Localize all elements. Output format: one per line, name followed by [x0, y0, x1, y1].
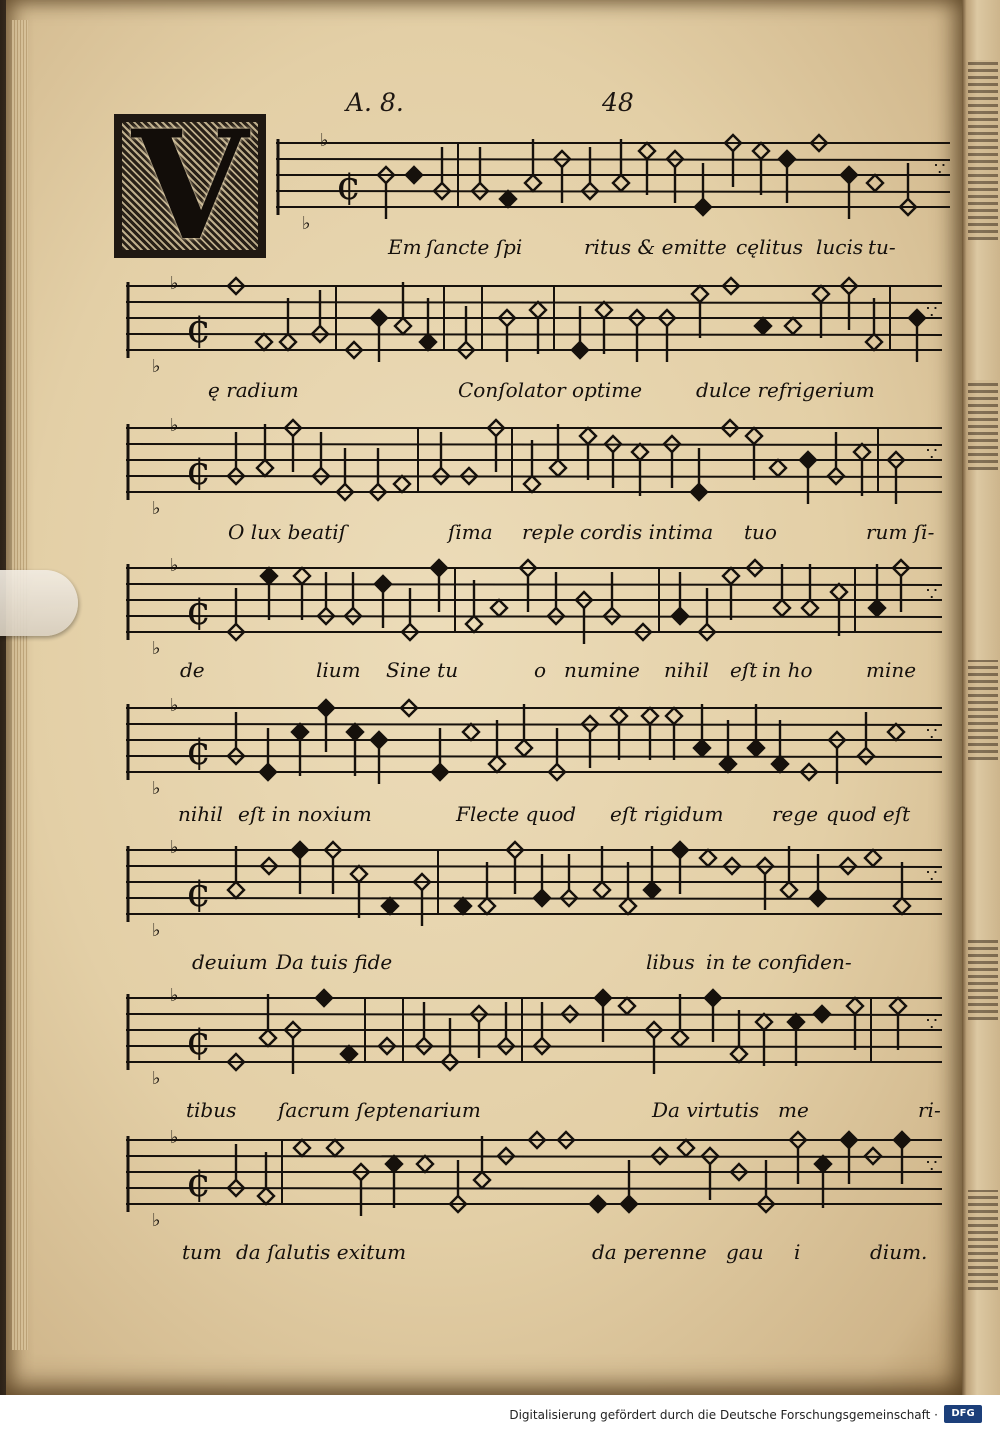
flat-sign-icon: ♭ [170, 273, 179, 294]
diamond-note-icon [781, 882, 797, 898]
lyric-syllable: Da tuis fide [276, 950, 393, 974]
diamond-note-icon [417, 1156, 433, 1172]
diamond-note-icon [755, 318, 771, 334]
initial-letter: V [131, 98, 249, 274]
flat-sign-icon: ♭ [170, 985, 179, 1006]
stave-2 [118, 268, 948, 388]
lyric-syllable: tum [182, 1240, 222, 1264]
lyric-syllable: de [180, 658, 205, 682]
facing-page-ornament [968, 940, 998, 1020]
custos-icon: ∵ [926, 1014, 938, 1035]
diamond-note-icon [909, 310, 925, 326]
diamond-note-icon [479, 898, 495, 914]
stave-7 [118, 980, 948, 1100]
diamond-note-icon [530, 302, 546, 318]
lyric-syllable: cęlitus [736, 235, 804, 259]
lyric-syllable: tibus [186, 1098, 237, 1122]
c-clef-icon: ¢ [186, 306, 212, 352]
c-clef-icon: ¢ [186, 588, 212, 634]
lyric-syllable: dium. [870, 1240, 928, 1264]
lyric-syllable: ſima [448, 520, 493, 544]
stave-1 [276, 125, 956, 245]
diamond-note-icon [810, 890, 826, 906]
diamond-note-icon [394, 476, 410, 492]
lyric-syllable: eſt rigidum [610, 802, 724, 826]
diamond-note-icon [375, 576, 391, 592]
book-page [6, 0, 964, 1395]
stave-3 [118, 410, 948, 530]
staff-line [126, 584, 942, 585]
custos-icon: ∵ [926, 724, 938, 745]
lyric-syllable: dulce refrigerium [696, 378, 875, 402]
lyric-syllable: tuo [744, 520, 777, 544]
diamond-note-icon [620, 898, 636, 914]
diamond-note-icon [516, 740, 532, 756]
lyric-syllable: Em [388, 235, 422, 259]
diamond-note-icon [748, 740, 764, 756]
flat-sign-icon: ♭ [152, 920, 161, 941]
diamond-note-icon [672, 842, 688, 858]
diamond-note-icon [770, 460, 786, 476]
staff-line [126, 724, 942, 725]
diamond-note-icon [292, 842, 308, 858]
diamond-note-icon [463, 724, 479, 740]
diamond-note-icon [746, 428, 762, 444]
diamond-note-icon [731, 1046, 747, 1062]
flat-sign-icon: ♭ [152, 638, 161, 659]
lyric-syllable: me [778, 1098, 809, 1122]
dfg-logo-icon: DFG [944, 1405, 982, 1423]
lyric-syllable: cordis intima [580, 520, 714, 544]
diamond-note-icon [756, 1014, 772, 1030]
lyric-syllable: reple [522, 520, 575, 544]
staff-line [126, 1188, 942, 1189]
diamond-note-icon [294, 568, 310, 584]
diamond-note-icon [258, 1188, 274, 1204]
lyric-syllable: lucis [816, 235, 864, 259]
diamond-note-icon [774, 600, 790, 616]
diamond-note-icon [580, 428, 596, 444]
diamond-note-icon [327, 1140, 343, 1156]
diamond-note-icon [316, 990, 332, 1006]
lyric-syllable: rum ſi- [866, 520, 935, 544]
lyric-syllable: eſt [730, 658, 758, 682]
c-clef-icon: ¢ [186, 870, 212, 916]
diamond-note-icon [867, 175, 883, 191]
lyric-syllable: quod eſt [826, 802, 911, 826]
diamond-note-icon [596, 302, 612, 318]
diamond-note-icon [420, 334, 436, 350]
diamond-note-icon [491, 600, 507, 616]
diamond-note-icon [672, 608, 688, 624]
facing-page-ornament [968, 380, 998, 470]
flat-sign-icon: ♭ [170, 837, 179, 858]
diamond-note-icon [705, 990, 721, 1006]
stave-8 [118, 1122, 948, 1242]
diamond-note-icon [815, 1156, 831, 1172]
diamond-note-icon [642, 708, 658, 724]
diamond-note-icon [572, 342, 588, 358]
diamond-note-icon [841, 1132, 857, 1148]
diamond-note-icon [813, 286, 829, 302]
staff-line [126, 616, 942, 617]
custos-icon: ∵ [934, 159, 946, 180]
diamond-note-icon [341, 1046, 357, 1062]
lyric-syllable: ę radium [208, 378, 299, 402]
diamond-note-icon [280, 334, 296, 350]
diamond-note-icon [466, 616, 482, 632]
diamond-note-icon [347, 724, 363, 740]
diamond-note-icon [788, 1014, 804, 1030]
diamond-note-icon [611, 708, 627, 724]
lyric-syllable: ri- [918, 1098, 941, 1122]
diamond-note-icon [866, 334, 882, 350]
diamond-note-icon [489, 756, 505, 772]
diamond-note-icon [802, 600, 818, 616]
lyric-syllable: Sine tu [386, 658, 459, 682]
stave-4 [118, 550, 948, 670]
diamond-note-icon [854, 444, 870, 460]
diamond-note-icon [666, 708, 682, 724]
diamond-note-icon [700, 850, 716, 866]
diamond-note-icon [894, 1132, 910, 1148]
custos-icon: ∵ [926, 584, 938, 605]
diamond-note-icon [261, 568, 277, 584]
flat-sign-icon: ♭ [170, 555, 179, 576]
diamond-note-icon [639, 143, 655, 159]
diamond-note-icon [619, 998, 635, 1014]
lyric-syllable: Da virtutis [652, 1098, 760, 1122]
diamond-note-icon [474, 1172, 490, 1188]
decorated-initial [116, 98, 264, 274]
diamond-note-icon [294, 1140, 310, 1156]
flat-sign-icon: ♭ [152, 1068, 161, 1089]
diamond-note-icon [720, 756, 736, 772]
diamond-note-icon [800, 452, 816, 468]
facing-page-edge [962, 0, 1000, 1395]
diamond-note-icon [841, 167, 857, 183]
diamond-note-icon [351, 866, 367, 882]
lyric-syllable: gau [726, 1240, 764, 1264]
c-clef-icon: ¢ [336, 163, 362, 209]
diamond-note-icon [723, 568, 739, 584]
lyric-syllable: ritus & emitte [584, 235, 727, 259]
diamond-note-icon [260, 1030, 276, 1046]
diamond-note-icon [590, 1196, 606, 1212]
diamond-note-icon [534, 890, 550, 906]
diamond-note-icon [524, 476, 540, 492]
diamond-note-icon [644, 882, 660, 898]
diamond-note-icon [831, 584, 847, 600]
staff-line [126, 444, 942, 445]
diamond-note-icon [632, 444, 648, 460]
diamond-note-icon [228, 882, 244, 898]
diamond-note-icon [785, 318, 801, 334]
diamond-note-icon [692, 286, 708, 302]
lyric-syllable: ſancte ſpi [426, 235, 523, 259]
diamond-note-icon [694, 740, 710, 756]
diamond-note-icon [695, 199, 711, 215]
lyric-syllable: numine [564, 658, 640, 682]
bookmark-clip [0, 570, 78, 636]
lyric-syllable: libus [646, 950, 695, 974]
lyric-syllable: eſt in noxium [238, 802, 372, 826]
diamond-note-icon [395, 318, 411, 334]
flat-sign-icon: ♭ [152, 356, 161, 377]
diamond-note-icon [847, 998, 863, 1014]
diamond-note-icon [613, 175, 629, 191]
lyric-syllable: da ſalutis exitum [236, 1240, 407, 1264]
diamond-note-icon [678, 1140, 694, 1156]
diamond-note-icon [594, 882, 610, 898]
custos-icon: ∵ [926, 866, 938, 887]
diamond-note-icon [779, 151, 795, 167]
flat-sign-icon: ♭ [152, 1210, 161, 1231]
custos-icon: ∵ [926, 444, 938, 465]
diamond-note-icon [525, 175, 541, 191]
diamond-note-icon [382, 898, 398, 914]
diamond-note-icon [371, 310, 387, 326]
diamond-note-icon [888, 724, 904, 740]
facing-page-ornament [968, 660, 998, 760]
flat-sign-icon: ♭ [152, 778, 161, 799]
diamond-note-icon [256, 334, 272, 350]
c-clef-icon: ¢ [186, 1018, 212, 1064]
digitization-credit: Digitalisierung gefördert durch die Deutsche Forschungsgemeinschaft · [509, 1408, 938, 1422]
lyric-syllable: tu- [868, 235, 896, 259]
diamond-note-icon [432, 764, 448, 780]
flat-sign-icon: ♭ [170, 695, 179, 716]
flat-sign-icon: ♭ [320, 130, 329, 151]
diamond-note-icon [371, 732, 387, 748]
diamond-note-icon [814, 1006, 830, 1022]
diamond-note-icon [672, 1030, 688, 1046]
lyric-syllable: da perenne [592, 1240, 707, 1264]
c-clef-icon: ¢ [186, 1160, 212, 1206]
signature-mark: A. 8. [346, 88, 404, 117]
stave-5 [118, 690, 948, 810]
diamond-note-icon [869, 600, 885, 616]
diamond-note-icon [318, 700, 334, 716]
lyric-syllable: nihil [178, 802, 223, 826]
staff-line [126, 866, 942, 867]
lyric-syllable: Conſolator optime [458, 378, 643, 402]
custos-icon: ∵ [926, 1156, 938, 1177]
staff-line [126, 334, 942, 335]
custos-icon: ∵ [926, 302, 938, 323]
flat-sign-icon: ♭ [170, 415, 179, 436]
diamond-note-icon [621, 1196, 637, 1212]
diamond-note-icon [595, 990, 611, 1006]
page-number: 48 [602, 88, 634, 117]
diamond-note-icon [257, 460, 273, 476]
diamond-note-icon [772, 756, 788, 772]
diamond-note-icon [455, 898, 471, 914]
diamond-note-icon [431, 560, 447, 576]
lyric-syllable: in te confiden- [706, 950, 852, 974]
lyric-syllable: nihil [664, 658, 709, 682]
lyric-syllable: in ho [762, 658, 813, 682]
diamond-note-icon [500, 191, 516, 207]
page-edges [12, 20, 28, 1350]
facing-page-ornament [968, 60, 998, 240]
c-clef-icon: ¢ [186, 448, 212, 494]
lyric-syllable: rege [772, 802, 819, 826]
flat-sign-icon: ♭ [152, 498, 161, 519]
diamond-note-icon [894, 898, 910, 914]
flat-sign-icon: ♭ [302, 213, 311, 234]
diamond-note-icon [691, 484, 707, 500]
diamond-note-icon [406, 167, 422, 183]
diamond-note-icon [386, 1156, 402, 1172]
stave-6 [118, 832, 948, 952]
lyric-syllable: O lux beatiſ [228, 520, 347, 544]
diamond-note-icon [865, 850, 881, 866]
diamond-note-icon [292, 724, 308, 740]
lyric-syllable: o [534, 658, 547, 682]
lyric-syllable: lium [316, 658, 361, 682]
diamond-note-icon [550, 460, 566, 476]
staff-line [126, 756, 942, 757]
lyric-syllable: Flecte quod [456, 802, 577, 826]
lyric-syllable: ſacrum ſeptenarium [278, 1098, 481, 1122]
facing-page-ornament [968, 1190, 998, 1290]
diamond-note-icon [890, 998, 906, 1014]
lyric-syllable: mine [866, 658, 917, 682]
staff-line [126, 1156, 942, 1157]
lyric-syllable: deuium [192, 950, 268, 974]
diamond-note-icon [753, 143, 769, 159]
staff-line [276, 159, 950, 160]
diamond-note-icon [260, 764, 276, 780]
lyric-syllable: i [794, 1240, 801, 1264]
c-clef-icon: ¢ [186, 728, 212, 774]
flat-sign-icon: ♭ [170, 1127, 179, 1148]
